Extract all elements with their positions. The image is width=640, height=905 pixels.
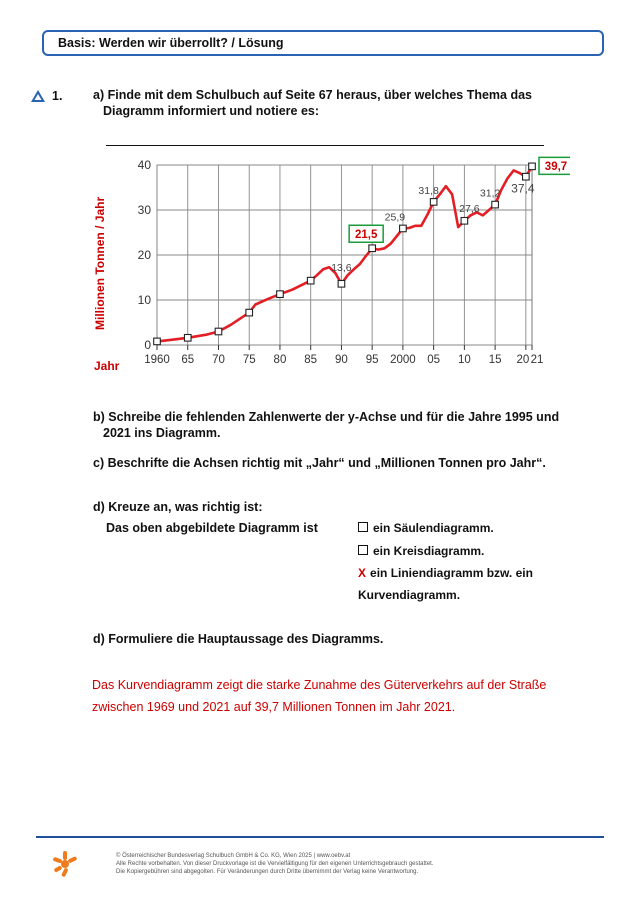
data-point-marker xyxy=(307,277,314,284)
x-tick-label: 80 xyxy=(273,354,287,366)
x-tick-label: 85 xyxy=(304,354,318,366)
solution-value-label: 21,5 xyxy=(354,228,378,241)
y-tick-label: 40 xyxy=(137,158,151,172)
option-label: ein Kreisdiagramm. xyxy=(373,544,485,558)
checkbox-empty[interactable] xyxy=(358,545,368,555)
x-tick-label: 70 xyxy=(212,354,225,366)
question-a xyxy=(93,87,532,119)
checkbox-empty[interactable] xyxy=(358,522,368,532)
data-point-marker xyxy=(400,225,407,232)
question-c: c) Beschrifte die Achsen richtig mit „Jahr“ und „Millionen Tonnen pro Jahr“. xyxy=(93,456,546,470)
x-tick-label: 90 xyxy=(335,354,348,366)
x-tick-label: 20 xyxy=(516,354,530,366)
solution-value-label: 39,7 xyxy=(544,160,568,173)
answer-text xyxy=(92,674,592,718)
footer-line3: Die Kopiergebühren sind abgegolten. Für Veränderungen durch Dritte übernimmt der Verlag keine Verantwortung. xyxy=(116,869,419,875)
footer-line2: Alle Rechte vorbehalten. Von dieser Druckvorlage ist die Vervielfältigung für den eigenen Unterrichtsgebrauch gestattet. xyxy=(116,861,434,867)
data-series-line xyxy=(157,166,532,341)
question-b xyxy=(93,409,559,441)
option-label: ein Säulendiagramm. xyxy=(373,521,494,535)
x-tick-label: 10 xyxy=(457,354,471,366)
data-point-marker xyxy=(184,335,191,342)
question-a-line2: Diagramm informiert und notiere es: xyxy=(103,104,320,118)
footer-line1: © Österreichischer Bundesverlag Schulbuch GmbH & Co. KG, Wien 2025 | www.oebv.at xyxy=(116,853,351,859)
data-point-marker xyxy=(369,245,376,252)
x-tick-label: 21 xyxy=(530,354,544,366)
data-point-marker xyxy=(246,309,253,316)
x-tick-label: 2000 xyxy=(390,354,416,366)
data-point-marker xyxy=(154,338,161,345)
x-tick-label: 15 xyxy=(488,354,502,366)
option-line-chart-continued: Kurvendiagramm. xyxy=(358,588,461,602)
data-label: 31,8 xyxy=(418,184,439,197)
x-tick-label: 05 xyxy=(427,354,441,366)
data-point-marker xyxy=(461,218,468,225)
y-axis-label: Millionen Tonnen / Jahr xyxy=(93,196,107,330)
question-d-stem: Das oben abgebildete Diagramm ist xyxy=(106,521,318,535)
data-label: 27,6 xyxy=(459,202,480,215)
y-tick-label: 0 xyxy=(144,338,151,352)
footer-divider xyxy=(36,836,604,838)
data-point-marker xyxy=(430,199,437,206)
data-point-marker xyxy=(492,201,499,208)
question-b-line2: 2021 ins Diagramm. xyxy=(103,426,221,440)
x-tick-label: 65 xyxy=(181,354,195,366)
y-tick-label: 20 xyxy=(137,248,151,262)
data-label: 13,6 xyxy=(331,261,352,274)
checkbox-checked-mark[interactable]: X xyxy=(358,566,367,580)
answer-line2: zwischen 1969 und 2021 auf 39,7 Millionen Tonnen im Jahr 2021. xyxy=(92,700,456,714)
answer-write-line xyxy=(106,145,544,146)
y-tick-label: 30 xyxy=(137,203,151,217)
question-a-line1: a) Finde mit dem Schulbuch auf Seite 67 heraus, über welches Thema das xyxy=(93,88,533,102)
question-b-line1: b) Schreibe die fehlenden Zahlenwerte der y-Achse und für die Jahre 1995 und xyxy=(93,410,560,424)
footer-copyright xyxy=(116,852,434,876)
option-pie-chart[interactable] xyxy=(358,543,484,559)
option-bar-chart[interactable] xyxy=(358,520,494,536)
data-point-marker xyxy=(338,281,345,288)
y-tick-label: 10 xyxy=(137,293,151,307)
publisher-logo-icon xyxy=(52,850,78,878)
data-point-marker xyxy=(529,163,536,170)
line-chart xyxy=(110,150,570,375)
data-label: 37,4 xyxy=(511,181,535,196)
option-line-chart[interactable] xyxy=(358,565,533,581)
data-label: 25,9 xyxy=(384,211,406,224)
data-point-marker xyxy=(215,328,222,335)
x-tick-label: 1960 xyxy=(144,354,170,366)
option-label: ein Liniendiagramm bzw. ein xyxy=(370,566,533,580)
data-point-marker xyxy=(277,291,284,298)
question-d2: d) Formuliere die Hauptaussage des Diagramms. xyxy=(93,632,384,646)
worksheet-title: Basis: Werden wir überrollt? / Lösung xyxy=(58,36,284,50)
worksheet-header xyxy=(42,30,604,56)
x-axis-label: Jahr xyxy=(94,359,120,373)
data-label: 31,2 xyxy=(479,187,501,200)
question-d-intro: d) Kreuze an, was richtig ist: xyxy=(93,500,263,514)
x-tick-label: 75 xyxy=(242,354,256,366)
task-number: 1. xyxy=(52,89,63,103)
data-point-marker xyxy=(523,173,530,180)
x-tick-label: 95 xyxy=(365,354,379,366)
answer-line1: Das Kurvendiagramm zeigt die starke Zunahme des Güterverkehrs auf der Straße xyxy=(92,678,547,692)
level-triangle-icon xyxy=(30,89,46,103)
